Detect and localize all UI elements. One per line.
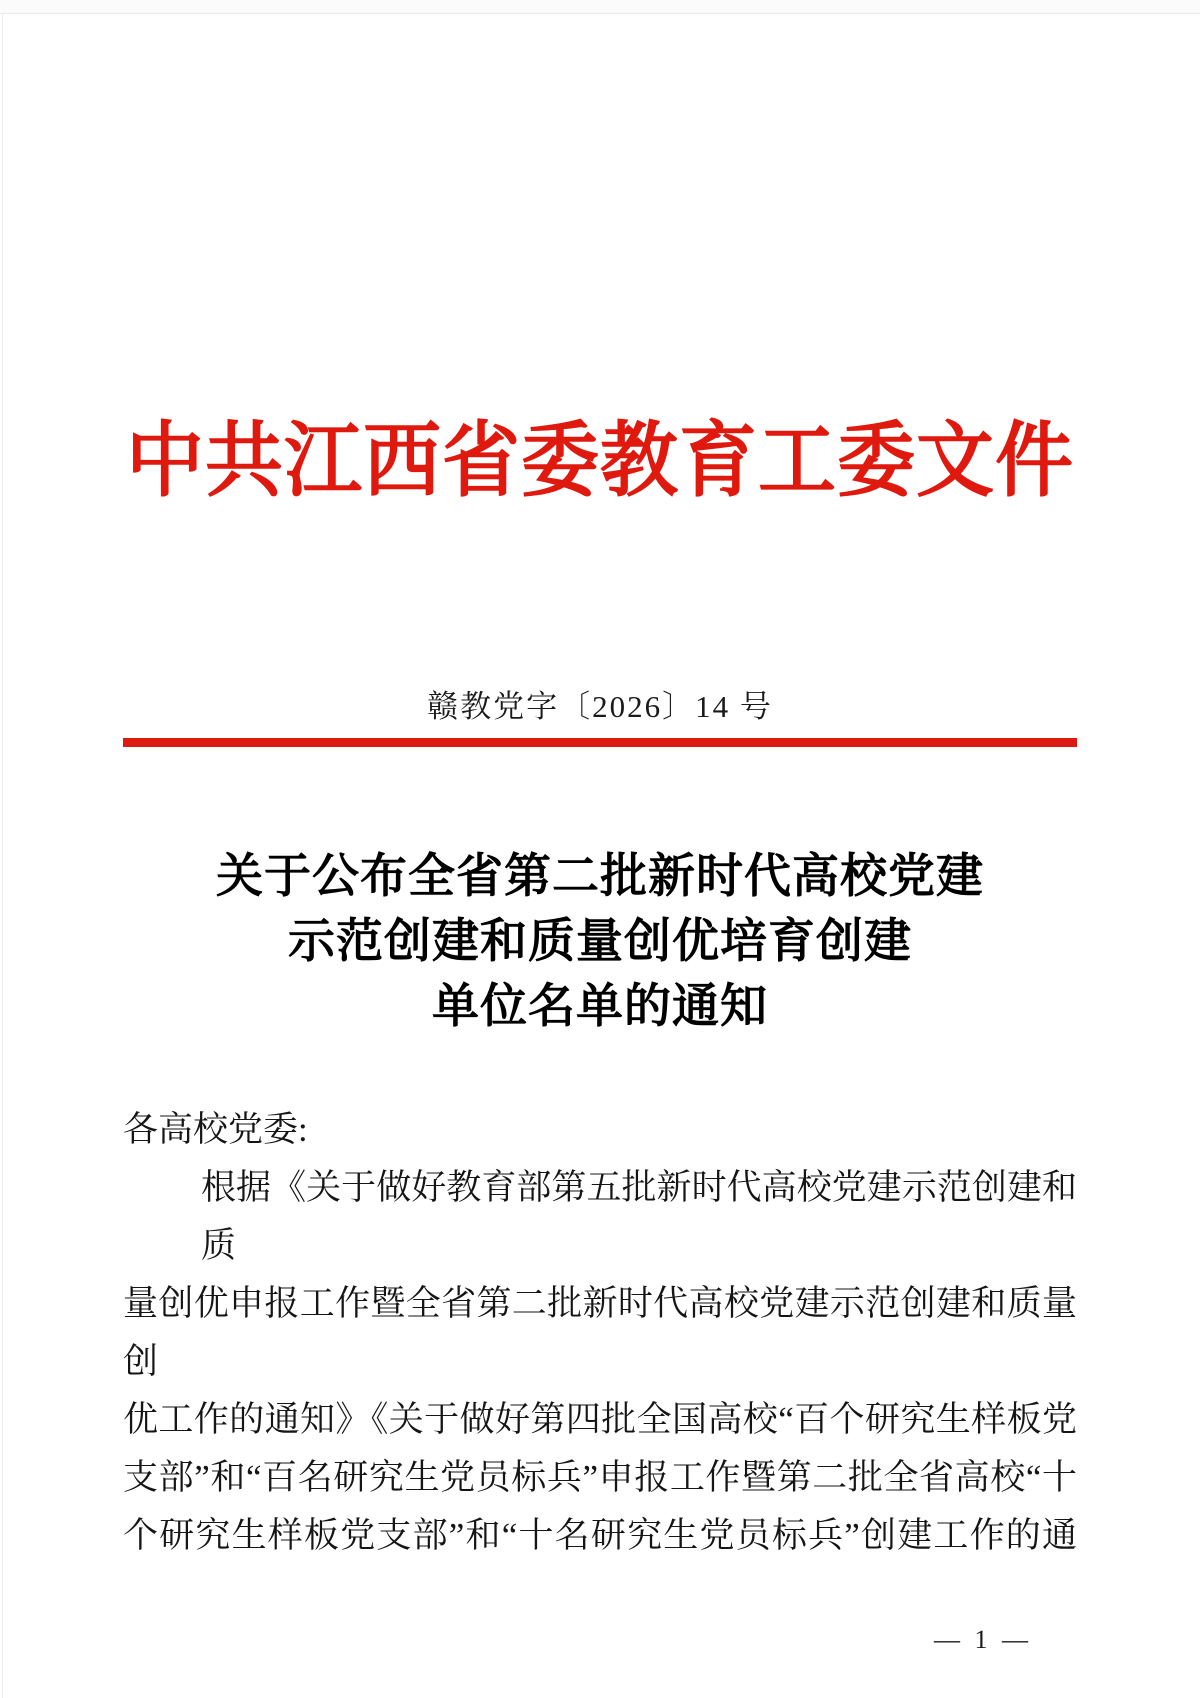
body-paragraph-line-4: 支部”和“百名研究生党员标兵”申报工作暨第二批全省高校“十	[123, 1458, 1077, 1497]
body-paragraph-line-1: 根据《关于做好教育部第五批新时代高校党建示范创建和质	[201, 1168, 1077, 1265]
notice-title-line-3: 单位名单的通知	[432, 981, 768, 1033]
salutation: 各高校党委:	[123, 1110, 308, 1149]
red-separator-rule	[123, 738, 1077, 747]
document-number: 赣教党字〔2026〕14 号	[427, 689, 773, 724]
notice-title	[123, 845, 1077, 1040]
letterhead-org-title: 中共江西省委教育工委文件	[125, 414, 1074, 507]
notice-title-line-1: 关于公布全省第二批新时代高校党建	[216, 851, 984, 903]
notice-title-line-2: 示范创建和质量创优培育创建	[288, 916, 912, 968]
body-paragraph-line-3: 优工作的通知》《关于做好第四批全国高校“百个研究生样板党	[123, 1400, 1077, 1439]
page-number: — 1 —	[934, 1625, 1032, 1654]
body-paragraph-line-5: 个研究生样板党支部”和“十名研究生党员标兵”创建工作的通	[123, 1516, 1077, 1555]
body-paragraph-line-2: 量创优申报工作暨全省第二批新时代高校党建示范创建和质量创	[123, 1284, 1077, 1381]
body-paragraph	[123, 1159, 1077, 1565]
